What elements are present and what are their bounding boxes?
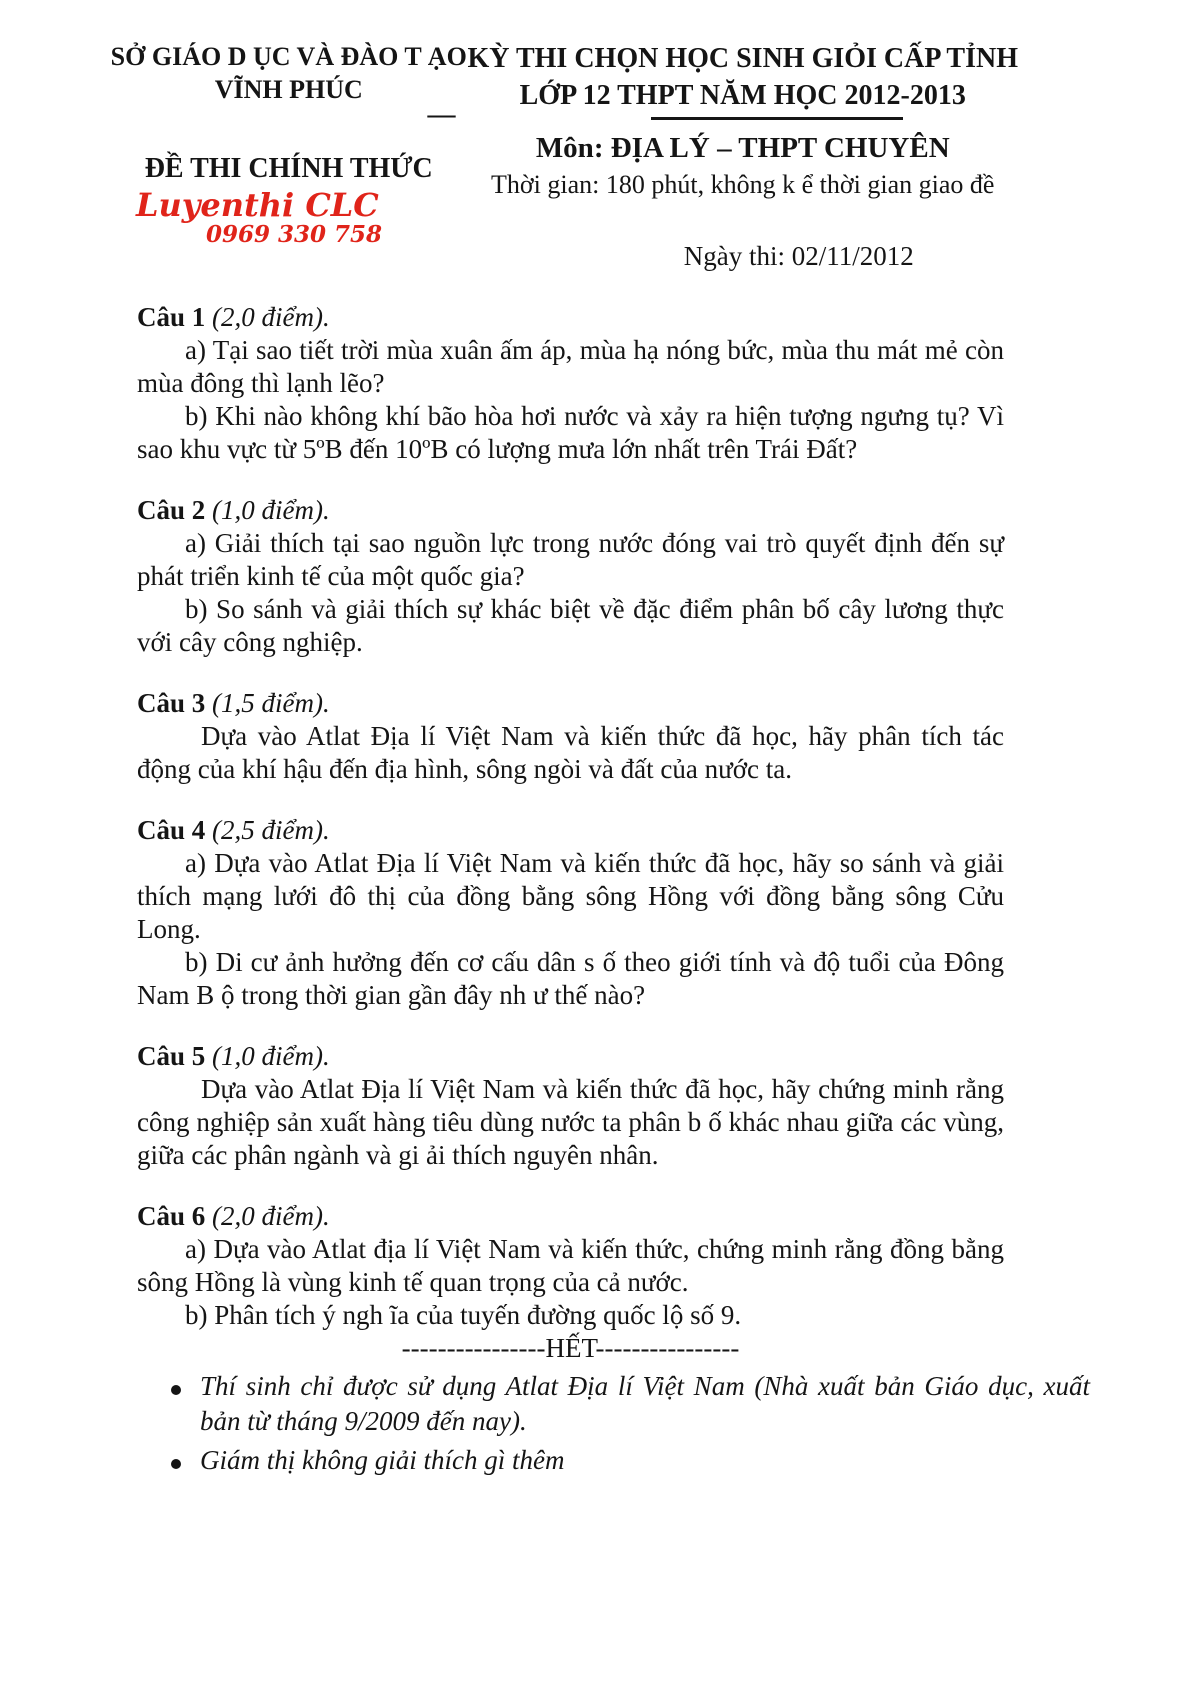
logo-phone-number: 0969 330 758 — [206, 221, 383, 248]
subject-line: Môn: ĐỊA LÝ – THPT CHUYÊN — [535, 132, 950, 164]
exam-title-block — [467, 40, 1018, 271]
department-name-line2: VĨNH PHÚC — [214, 75, 363, 104]
question-part: a) Giải thích tại sao nguồn lực trong nước đóng vai trò quyết định đến sự phát triển kinh tế của một quốc gia? — [137, 528, 1004, 591]
question-points: (1,5 điểm). — [212, 688, 330, 718]
document-header — [0, 0, 1200, 271]
question-points: (2,0 điểm). — [212, 302, 330, 332]
exam-notes — [137, 1369, 1090, 1478]
logo-text: Luyenthi CLC — [136, 186, 379, 224]
question-heading — [137, 814, 1004, 847]
issuer-block — [110, 40, 467, 263]
question-points: (2,5 điểm). — [212, 815, 330, 845]
department-name-line1: SỞ GIÁO D ỤC VÀ ĐÀO T ẠO — [110, 42, 467, 71]
title-underline-rule — [651, 117, 903, 120]
question-part: b) Phân tích ý ngh ĩa của tuyến đường quốc lộ số 9. — [185, 1300, 742, 1330]
question-heading — [137, 1040, 1004, 1073]
end-of-exam-marker: ----------------HẾT---------------- — [401, 1333, 740, 1363]
question-heading — [137, 1200, 1004, 1233]
note-text: Giám thị không giải thích gì thêm — [200, 1445, 565, 1475]
contest-title-line1: KỲ THI CHỌN HỌC SINH GIỎI CẤP TỈNH — [467, 43, 1018, 74]
question-heading — [137, 301, 1004, 334]
question-part: a) Tại sao tiết trời mùa xuân ấm áp, mùa hạ nóng bức, mùa thu mát mẻ còn mùa đông thì lạnh lẽo? — [137, 335, 1004, 398]
note-item — [137, 1369, 1090, 1439]
bullet-icon — [171, 1459, 181, 1469]
bullet-icon — [171, 1385, 181, 1395]
question-part: b) Khi nào không khí bão hòa hơi nước và xảy ra hiện tượng ngưng tụ? Vì sao khu vực từ 5ºB đến 10ºB có lượng mưa lớn nhất trên Trái Đất? — [137, 401, 1004, 464]
question-heading — [137, 687, 1004, 720]
question-label: Câu 2 — [137, 495, 206, 525]
question-part: b) Di cư ảnh hưởng đến cơ cấu dân s ố theo giới tính và độ tuổi của Đông Nam B ộ trong thời gian gần đây nh ư thế nào? — [137, 947, 1004, 1010]
question-2 — [137, 494, 1004, 659]
exam-date: Ngày thi: 02/11/2012 — [683, 241, 914, 271]
question-part: Dựa vào Atlat Địa lí Việt Nam và kiến thức đã học, hãy chứng minh rằng công nghiệp sản xuất hàng tiêu dùng nước ta phân b ố khác nhau giữa các vùng, giữa các phân ngành và gi ải thích nguyên nhân. — [137, 1074, 1004, 1170]
contest-title-line2: LỚP 12 THPT NĂM HỌC 2012-2013 — [519, 80, 966, 111]
question-part: Dựa vào Atlat Địa lí Việt Nam và kiến thức đã học, hãy phân tích tác động của khí hậu đến địa hình, sông ngòi và đất của nước ta. — [137, 721, 1004, 784]
question-3 — [137, 687, 1004, 786]
question-heading — [137, 494, 1004, 527]
question-points: (1,0 điểm). — [212, 1041, 330, 1071]
question-4 — [137, 814, 1004, 1012]
separator-dash: — — [427, 99, 456, 130]
question-label: Câu 6 — [137, 1201, 206, 1231]
luyenthi-clc-logo — [110, 188, 467, 248]
duration-line: Thời gian: 180 phút, không k ể thời gian giao đề — [491, 170, 995, 199]
question-label: Câu 5 — [137, 1041, 206, 1071]
question-label: Câu 4 — [137, 815, 206, 845]
question-part: a) Dựa vào Atlat Địa lí Việt Nam và kiến thức đã học, hãy so sánh và giải thích mạng lưới đô thị của đồng bằng sông Hồng với đồng bằng sông Cửu Long. — [137, 848, 1004, 944]
question-part: a) Dựa vào Atlat địa lí Việt Nam và kiến thức, chứng minh rằng đồng bằng sông Hồng là vùng kinh tế quan trọng của cả nước. — [137, 1234, 1004, 1297]
question-points: (2,0 điểm). — [212, 1201, 330, 1231]
question-points: (1,0 điểm). — [212, 495, 330, 525]
note-text: Thí sinh chỉ được sử dụng Atlat Địa lí Việt Nam (Nhà xuất bản Giáo dục, xuất bản từ tháng 9/2009 đến nay). — [200, 1371, 1090, 1436]
question-list — [137, 263, 1090, 1478]
question-5 — [137, 1040, 1004, 1172]
official-exam-label: ĐỀ THI CHÍNH THỨC — [144, 153, 433, 184]
question-1 — [137, 301, 1004, 466]
question-label: Câu 3 — [137, 688, 206, 718]
note-item — [137, 1443, 1090, 1478]
question-part: b) So sánh và giải thích sự khác biệt về đặc điểm phân bố cây lương thực với cây công nghiệp. — [137, 594, 1004, 657]
question-label: Câu 1 — [137, 302, 206, 332]
question-6 — [137, 1200, 1004, 1332]
